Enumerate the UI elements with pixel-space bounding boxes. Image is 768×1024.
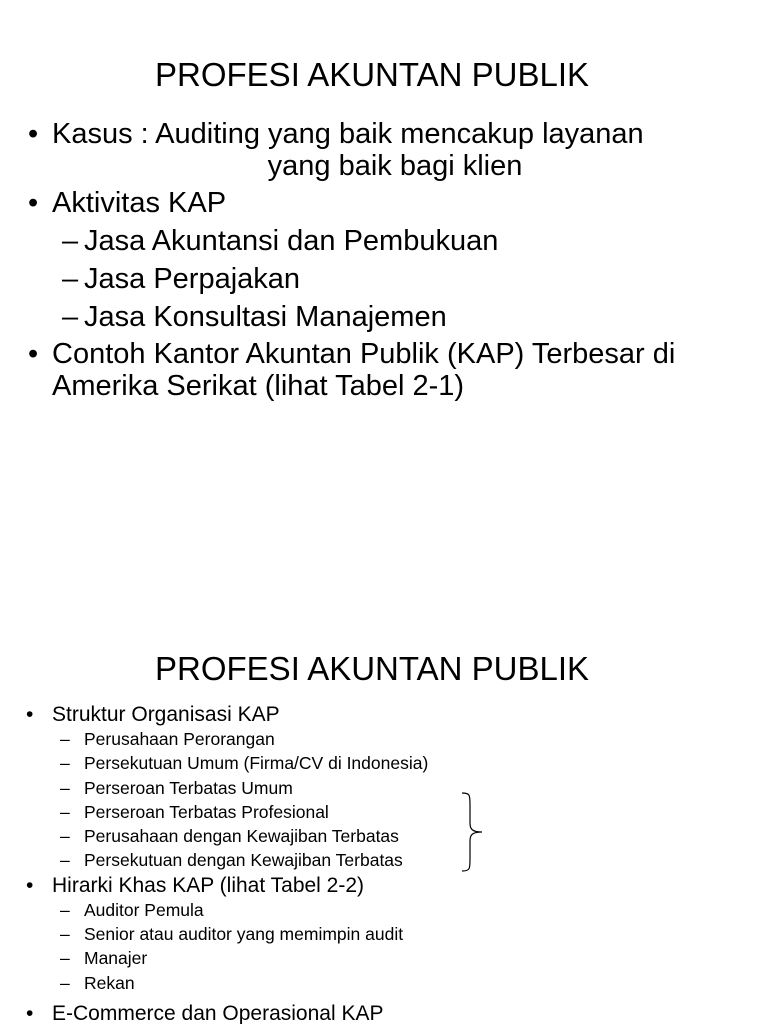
dash-icon: –	[62, 225, 79, 257]
bullet-ecommerce	[26, 1001, 746, 1024]
dash-icon: –	[62, 263, 79, 295]
structure-item	[26, 727, 746, 751]
case-text-line-2: yang baik bagi klien	[267, 150, 523, 182]
activity-item-text: Jasa Perpajakan	[84, 263, 301, 295]
bullet-case	[28, 118, 738, 182]
hierarchy-item-text: Auditor Pemula	[84, 899, 204, 920]
bullet-dot-icon: •	[28, 338, 39, 370]
activity-item-text: Jasa Akuntansi dan Pembukuan	[84, 225, 499, 257]
structure-item-text: Perseroan Terbatas Profesional	[84, 801, 329, 822]
structure-item	[26, 751, 746, 775]
activity-item-text: Jasa Konsultasi Manajemen	[84, 301, 447, 333]
hierarchy-item	[26, 898, 746, 922]
slide-2-bullet-list	[26, 702, 746, 1024]
dash-icon: –	[60, 924, 70, 945]
bullet-hierarchy	[26, 873, 746, 898]
bullet-dot-icon: •	[26, 1001, 34, 1024]
dash-icon: –	[60, 899, 70, 920]
hierarchy-item-text: Senior atau auditor yang memimpin audit	[84, 924, 404, 945]
slide-2-title: PROFESI AKUNTAN PUBLIK	[155, 650, 589, 687]
activity-item	[28, 301, 738, 333]
activity-item	[28, 263, 738, 295]
slide-2	[0, 610, 768, 1024]
dash-icon: –	[60, 777, 70, 798]
bullet-dot-icon: •	[28, 187, 39, 219]
hierarchy-item-text: Manajer	[84, 948, 148, 969]
dash-icon: –	[60, 972, 70, 993]
hierarchy-item	[26, 922, 746, 946]
dash-icon: –	[60, 753, 70, 774]
dash-icon: –	[60, 826, 70, 847]
structure-item	[26, 848, 746, 872]
structure-item-text: Persekutuan Umum (Firma/CV di Indonesia)	[84, 753, 429, 774]
bullet-dot-icon: •	[28, 118, 39, 150]
bullet-structure	[26, 702, 746, 727]
activities-text: Aktivitas KAP	[52, 187, 227, 219]
slide-1-title: PROFESI AKUNTAN PUBLIK	[155, 56, 589, 93]
structure-text: Struktur Organisasi KAP	[52, 703, 280, 726]
bullet-activities	[28, 187, 738, 219]
structure-item	[26, 824, 746, 848]
hierarchy-item-text: Rekan	[84, 972, 135, 993]
hierarchy-item	[26, 971, 746, 995]
structure-item-text: Perseroan Terbatas Umum	[84, 777, 293, 798]
dash-icon: –	[60, 729, 70, 749]
hierarchy-text: Hirarki Khas KAP (lihat Tabel 2-2)	[52, 873, 365, 897]
dash-icon: –	[62, 301, 79, 333]
dash-icon: –	[60, 850, 70, 871]
case-text-line-1: Kasus : Auditing yang baik mencakup layanan	[52, 118, 644, 150]
bullet-dot-icon: •	[26, 873, 34, 897]
structure-item-text: Perusahaan dengan Kewajiban Terbatas	[84, 826, 399, 847]
structure-item	[26, 776, 746, 800]
activity-item	[28, 225, 738, 257]
dash-icon: –	[60, 801, 70, 822]
example-text: Contoh Kantor Akuntan Publik (KAP) Terbesar di Amerika Serikat (lihat Tabel 2-1)	[52, 338, 676, 402]
ecommerce-text: E-Commerce dan Operasional KAP	[52, 1001, 384, 1024]
structure-item	[26, 800, 746, 824]
hierarchy-item	[26, 946, 746, 970]
bullet-dot-icon: •	[26, 703, 34, 726]
bullet-example	[28, 338, 738, 402]
structure-item-text: Persekutuan dengan Kewajiban Terbatas	[84, 850, 403, 871]
slide-1-bullet-list	[28, 118, 738, 407]
dash-icon: –	[60, 948, 70, 969]
curly-brace-icon	[460, 791, 490, 873]
structure-item-text: Perusahaan Perorangan	[84, 729, 275, 749]
